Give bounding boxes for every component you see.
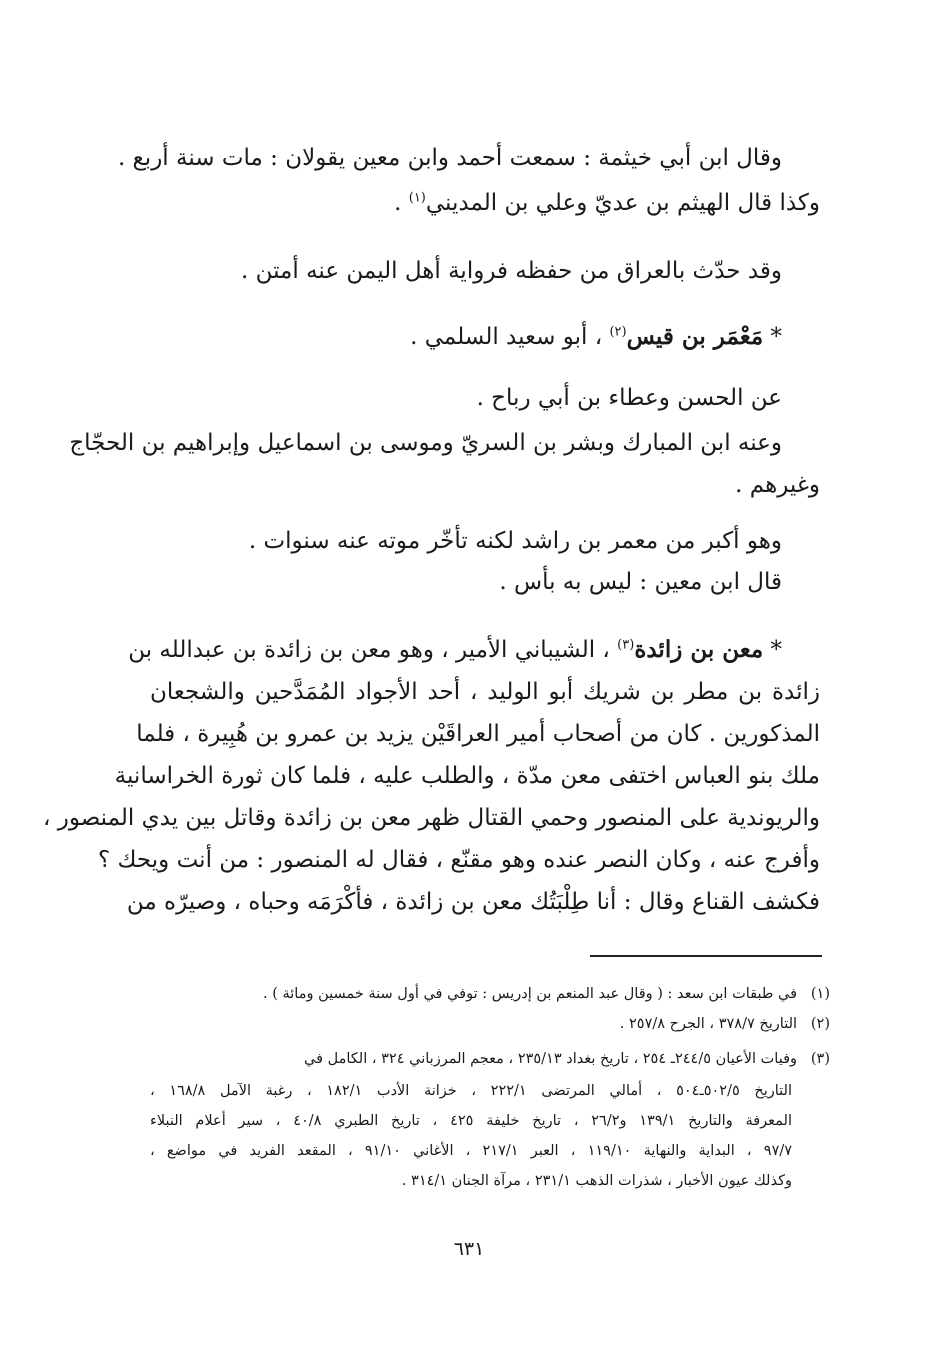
entry-marker: * xyxy=(763,324,782,350)
entry-name: معن بن زائدة xyxy=(634,636,764,663)
footnote-3-line: وكذلك عيون الأخبار ، شذرات الذهب ٢٣١/١ ، مرآة الجنان ٣١٤/١ . xyxy=(401,1173,792,1189)
footnote-text: وفيات الأعيان ٢٤٤/٥ـ ٢٥٤ ، تاريخ بغداد ٢٣٥/١٣ ، معجم المرزباني ٣٢٤ ، الكامل في xyxy=(303,1051,798,1067)
text-line: وقال ابن أبي خيثمة : سمعت أحمد وابن معين يقولان : مات سنة أربع . xyxy=(117,145,782,171)
entry-name: مَعْمَر بن قيس xyxy=(626,323,764,350)
page-number: ٦٣١ xyxy=(453,1238,485,1260)
entry-heading xyxy=(410,317,782,357)
entry-heading xyxy=(128,630,782,670)
footnote-text: التاريخ ٣٧٨/٧ ، الجرح ٢٥٧/٨ . xyxy=(619,1016,798,1032)
footnote-3-line: المعرفة والتاريخ ١٣٩/١ و٢٦/٢ ، تاريخ خليفة ٤٢٥ ، تاريخ الطبري ٤٠/٨ ، سير أعلام النبلاء xyxy=(150,1113,792,1129)
text-line: وغيرهم . xyxy=(735,472,820,498)
text-line: المذكورين . كان من أصحاب أمير العراقَيْن يزيد بن عمرو بن هُبِيرة ، فلما xyxy=(136,721,820,747)
text-span: وكذا قال الهيثم بن عديّ وعلي بن المديني xyxy=(425,190,820,216)
text-line: وهو أكبر من معمر بن راشد لكنه تأخّر موته عنه سنوات . xyxy=(248,528,782,554)
footnote-text: في طبقات ابن سعد : ( وقال عبد المنعم بن إدريس : توفي في أول سنة خمسين ومائة ) . xyxy=(262,986,798,1002)
text-line: عن الحسن وعطاء بن أبي رباح . xyxy=(476,385,782,411)
footnote-3-line: ٩٧/٧ ، البداية والنهاية ١١٩/١٠ ، العبر ٢١٧/١ ، الأغاني ٩١/١٠ ، المقعد الفريد في مواضع ، xyxy=(150,1143,793,1159)
footnote-divider xyxy=(590,955,822,957)
text-span: ، الشيباني الأمير ، وهو معن بن زائدة بن عبدالله بن xyxy=(128,637,618,663)
text-line: وعنه ابن المبارك وبشر بن السريّ وموسى بن اسماعيل وإبراهيم بن الحجّاج xyxy=(69,430,782,456)
footnote-number: (١) xyxy=(810,986,830,1002)
text-line: فكشف القناع وقال : أنا طِلْبَتُك معن بن زائدة ، فأكْرَمَه وحباه ، وصيرّه من xyxy=(126,889,820,915)
footnote-1 xyxy=(263,980,830,1008)
text-line: زائدة بن مطر بن شريك أبو الوليد ، أحد الأجواد المُمَدَّحين والشجعان xyxy=(150,679,820,705)
text-span: . xyxy=(394,190,409,216)
footnote-3 xyxy=(304,1045,830,1073)
footnote-number: (٣) xyxy=(810,1051,830,1067)
footnote-ref: (٢) xyxy=(609,324,627,340)
text-line: قال ابن معين : ليس به بأس . xyxy=(499,569,782,595)
text-span: ، أبو سعيد السلمي . xyxy=(410,324,610,350)
footnote-number: (٢) xyxy=(810,1016,830,1032)
footnote-3-line: التاريخ ٥٠٢/٥ـ٥٠٤ ، أمالي المرتضى ٢٢٢/١ ، خزانة الأدب ١٨٢/١ ، رغبة الآمل ١٦٨/٨ ، xyxy=(150,1083,793,1099)
text-line: ملك بنو العباس اختفى معن مدّة ، والطلب عليه ، فلما كان ثورة الخراسانية xyxy=(114,763,820,789)
text-line xyxy=(394,183,820,223)
footnote-ref: (١) xyxy=(408,190,426,206)
text-line: وأفرج عنه ، وكان النصر عنده وهو مقنّع ، فقال له المنصور : من أنت ويحك ؟ xyxy=(98,847,820,873)
text-line: وقد حدّث بالعراق من حفظه فرواية أهل اليمن عنه أمتن . xyxy=(240,258,782,284)
entry-marker: * xyxy=(763,637,782,663)
footnote-ref: (٣) xyxy=(617,637,635,653)
text-line: والريوندية على المنصور وحمي القتال ظهر معن بن زائدة وقاتل بين يدي المنصور ، xyxy=(43,805,820,831)
footnote-2 xyxy=(620,1010,830,1038)
